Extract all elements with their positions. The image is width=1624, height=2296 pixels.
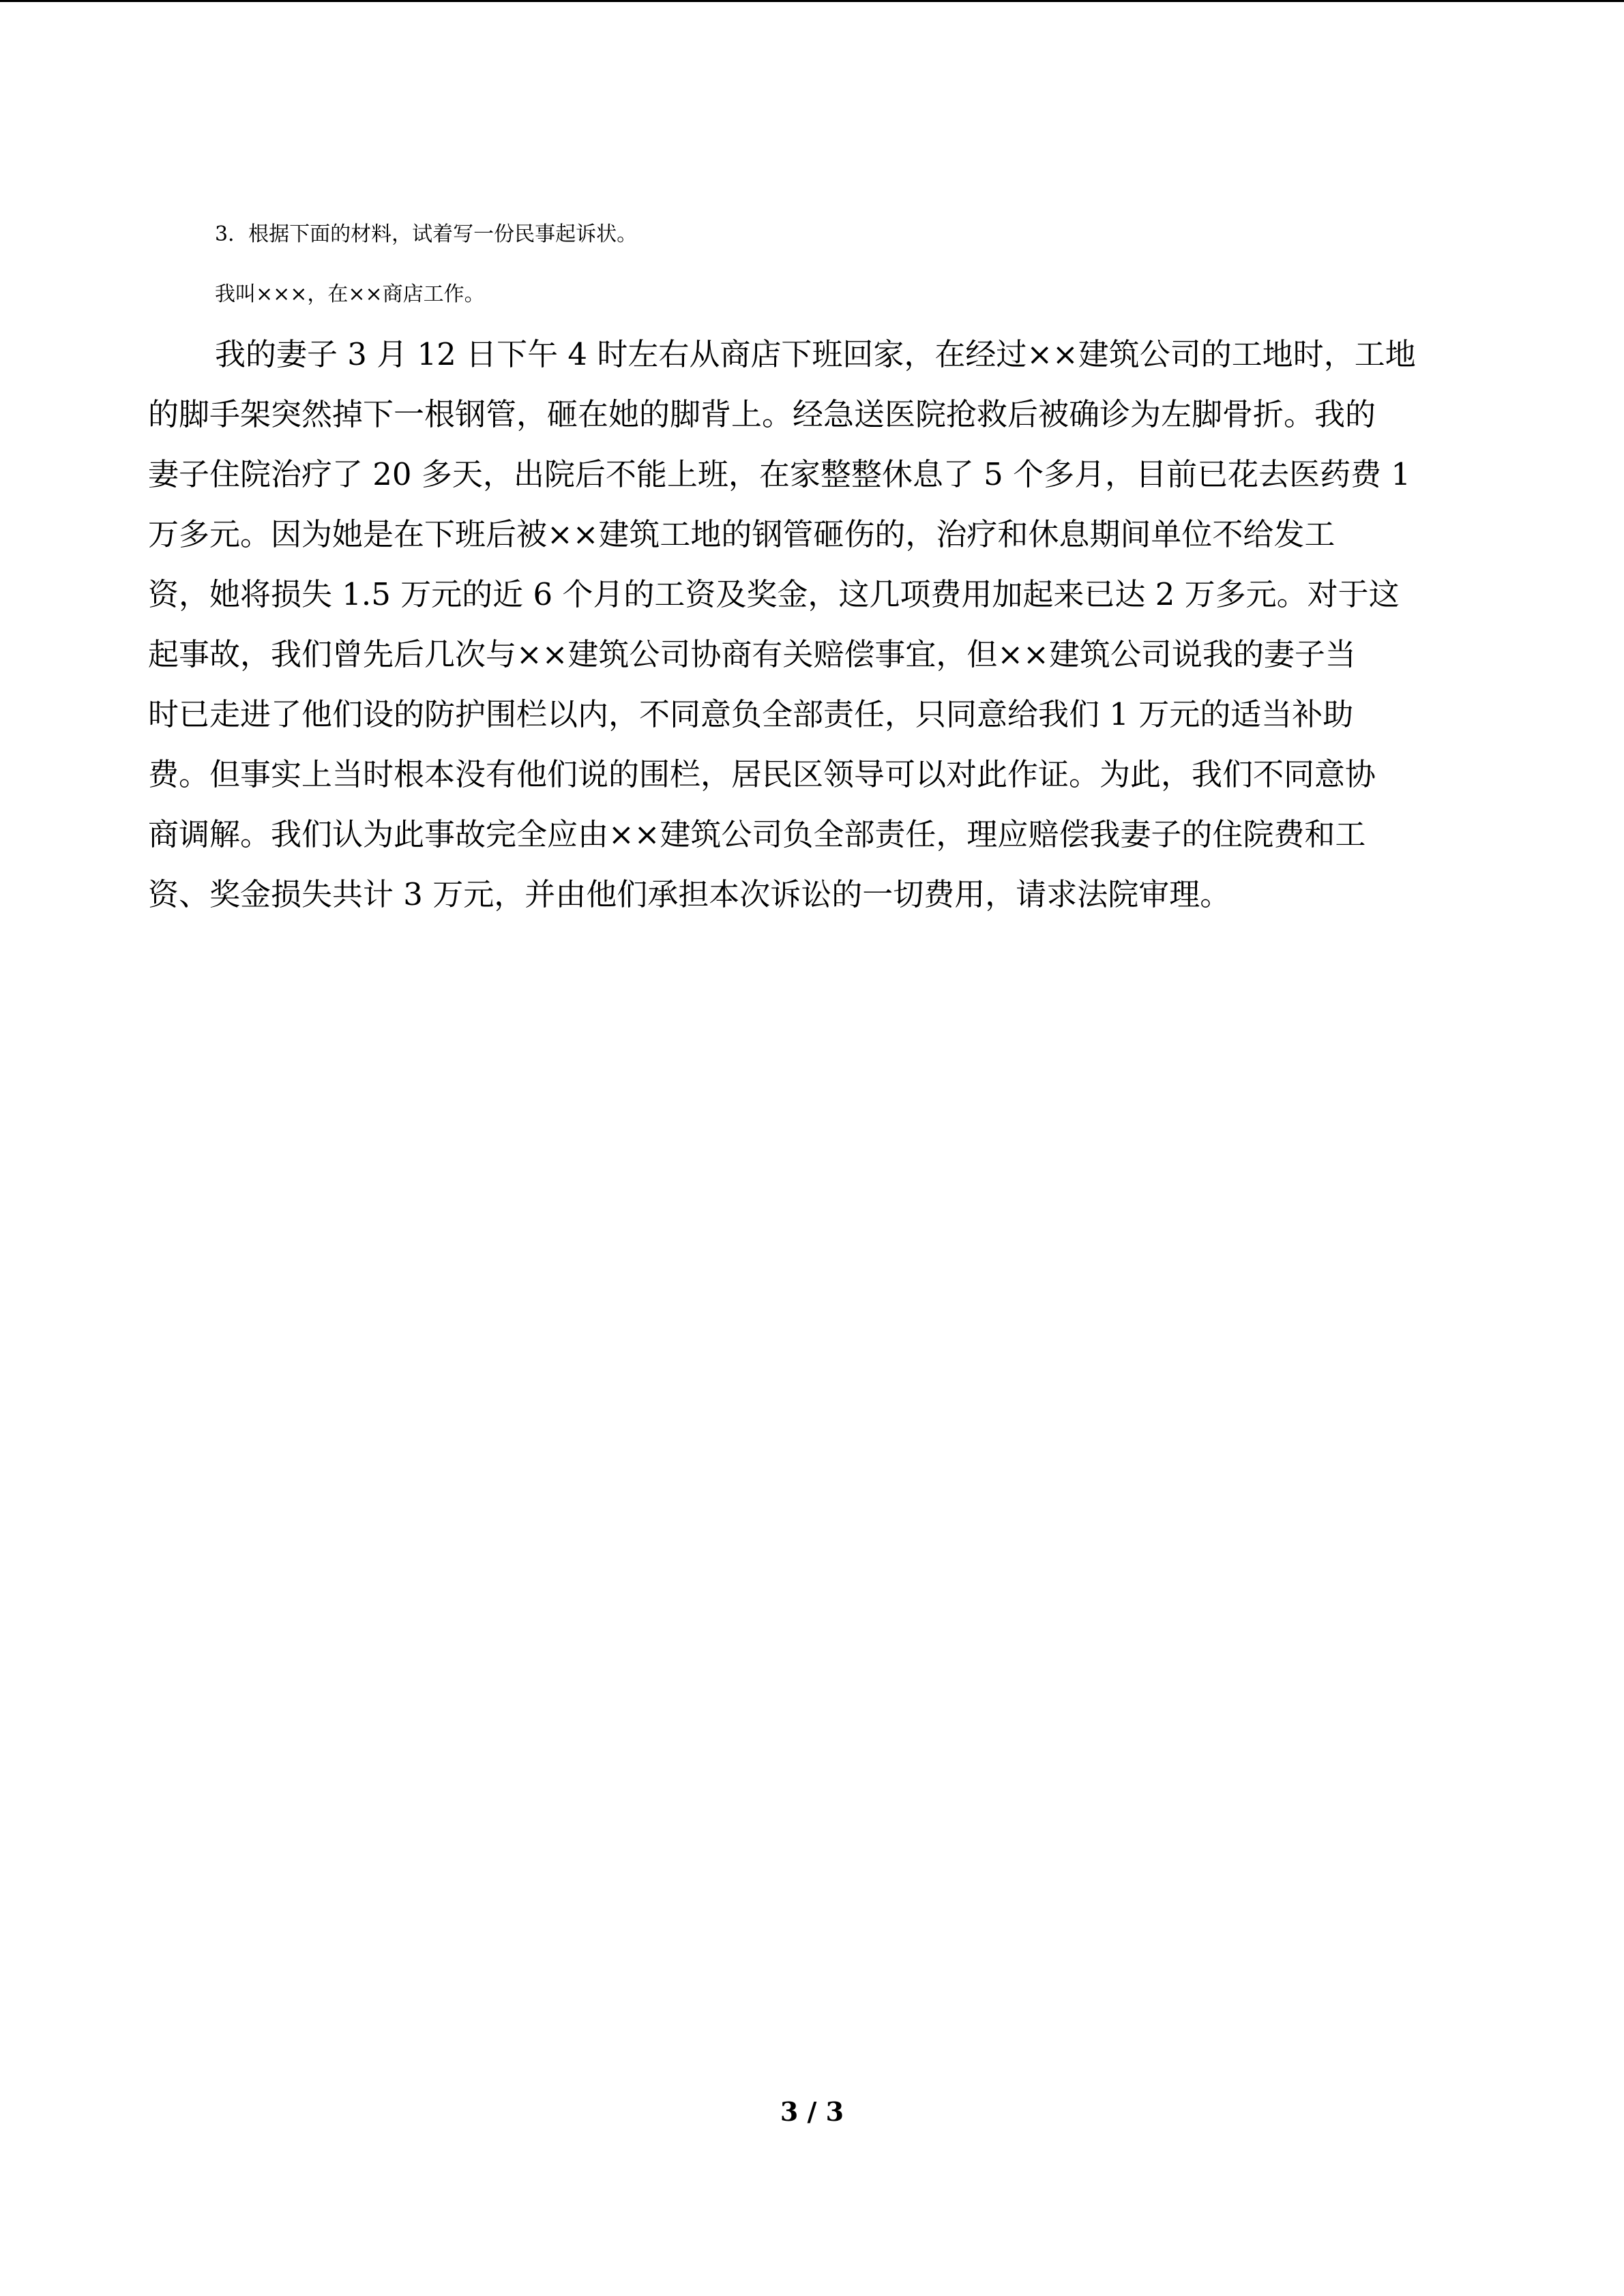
paragraph-line: 资，她将损失 1.5 万元的近 6 个月的工资及奖金，这几项费用加起来已达 2 万多元。对于这 [148, 576, 1400, 612]
document-body [148, 205, 1472, 925]
top-border [0, 0, 1624, 2]
intro-line: 我叫×××，在××商店工作。 [215, 282, 485, 306]
paragraph-line: 起事故，我们曾先后几次与××建筑公司协商有关赔偿事宜，但××建筑公司说我的妻子当 [148, 636, 1356, 672]
paragraph-line: 的脚手架突然掉下一根钢管，砸在她的脚背上。经急送医院抢救后被确诊为左脚骨折。我的 [148, 396, 1376, 432]
paragraph-line: 我的妻子 3 月 12 日下午 4 时左右从商店下班回家，在经过××建筑公司的工地时，工地 [215, 336, 1416, 372]
paragraph-line: 万多元。因为她是在下班后被××建筑工地的钢管砸伤的，治疗和休息期间单位不给发工 [148, 516, 1335, 552]
paragraph-line: 时已走进了他们设的防护围栏以内，不同意负全部责任，只同意给我们 1 万元的适当补助 [148, 696, 1354, 732]
narrative-paragraph [148, 325, 1472, 925]
page-number: 3 / 3 [780, 2096, 844, 2127]
paragraph-line: 妻子住院治疗了 20 多天，出院后不能上班，在家整整休息了 5 个多月，目前已花去医药费 1 [148, 456, 1411, 492]
paragraph-line: 商调解。我们认为此事故完全应由××建筑公司负全部责任，理应赔偿我妻子的住院费和工 [148, 816, 1366, 852]
question-line: 3．根据下面的材料，试着写一份民事起诉状。 [215, 222, 638, 246]
paragraph-line: 资、奖金损失共计 3 万元，并由他们承担本次诉讼的一切费用，请求法院审理。 [148, 876, 1231, 912]
paragraph-line: 费。但事实上当时根本没有他们说的围栏，居民区领导可以对此作证。为此，我们不同意协 [148, 756, 1376, 792]
